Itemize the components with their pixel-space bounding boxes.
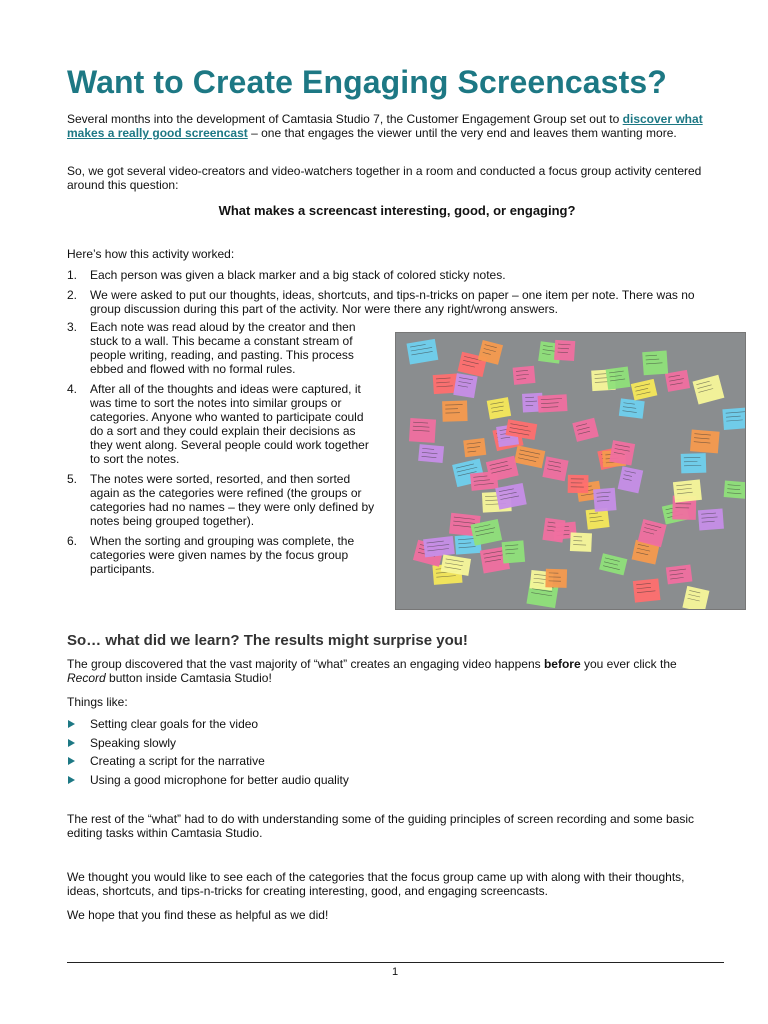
things-item-text: Using a good microphone for better audio quality [90, 772, 349, 787]
things-item [67, 715, 349, 734]
intro-paragraph [67, 112, 712, 140]
things-item-text: Creating a script for the narrative [90, 754, 265, 768]
sticky-note [568, 475, 589, 493]
sticky-note [619, 398, 645, 418]
sticky-note [487, 397, 511, 419]
step-item [67, 534, 377, 576]
focus-question: What makes a screencast interesting, good, or engaging? [218, 203, 576, 218]
step-number: 2. [67, 288, 78, 302]
sticky-note [690, 430, 720, 454]
step-text: The notes were sorted, resorted, and then sorted again as the categories were refined (the groups or categories had no names – they were only defined by notes being grouped together). [90, 472, 375, 528]
results-text-a: The group discovered that the vast majority of “what” creates an engaging video happens [67, 657, 544, 671]
things-item [67, 734, 349, 753]
step-text: When the sorting and grouping was complete, the categories were given names by the focus group participants. [90, 534, 355, 576]
sticky-note [642, 351, 668, 376]
things-item-text: Speaking slowly [90, 735, 177, 750]
sticky-note [442, 400, 467, 421]
rest-paragraph: The rest of the “what” had to do with understanding some of the guiding principles of screen recording and some basic editing tasks within Camtasia Studio. [67, 812, 695, 840]
hope-paragraph: We hope that you find these as helpful as we did! [67, 908, 329, 922]
things-item-text: Setting clear goals for the video [90, 717, 259, 731]
step-number: 5. [67, 472, 78, 486]
sticky-note [593, 488, 616, 512]
sticky-note [542, 456, 568, 481]
sticky-note [513, 366, 536, 385]
step-number: 6. [67, 534, 78, 548]
sticky-note [453, 373, 477, 398]
step-item [67, 472, 377, 528]
page-title: Want to Create Engaging Screencasts? [67, 64, 667, 100]
footer-rule [67, 962, 724, 963]
things-item [67, 752, 349, 771]
sticky-note [418, 444, 444, 463]
sticky-note [542, 518, 565, 543]
step-text: After all of the thoughts and ideas were captured, it was time to sort the notes into similar groups or categories. Anyone who wanted to participate could do a sort and they could explain their decisions as they went along. Several people could work together to sort the notes. [90, 382, 369, 466]
things-item [67, 771, 349, 790]
things-list [67, 715, 349, 789]
steps-list-narrow [67, 320, 377, 576]
sticky-note [423, 536, 455, 557]
results-heading: So… what did we learn? The results might surprise you! [67, 632, 468, 649]
categories-paragraph: We thought you would like to see each of the categories that the focus group came up with along with their thoughts, ideas, shortcuts, and tips-n-tricks for creating interesting, good, and engaging screencasts. [67, 870, 685, 898]
step-number: 3. [67, 320, 78, 334]
sticky-note [633, 578, 661, 602]
step-item [67, 320, 377, 376]
results-text-c: you ever click the [580, 657, 677, 671]
step-number: 4. [67, 382, 78, 396]
sticky-note [698, 509, 724, 531]
sticky-note [665, 370, 690, 392]
sticky-note [609, 440, 635, 465]
triangle-bullet-icon [68, 739, 75, 747]
sticky-note [666, 564, 693, 584]
step-number: 1. [67, 268, 78, 282]
focus-group-paragraph: So, we got several video-creators and video-watchers together in a room and conducted a focus group activity centered around this question: [67, 164, 702, 192]
sticky-note [554, 340, 575, 361]
intro-text-before: Several months into the development of Camtasia Studio 7, the Customer Engagement Group set out to [67, 112, 623, 126]
sticky-notes-photo [395, 332, 746, 610]
sticky-note [538, 394, 568, 412]
step-text: Each note was read aloud by the creator and then stuck to a wall. This became a constant stream of people writing, reading, and pasting. This process ebbed and flowed with no formal rules. [90, 320, 356, 376]
step-item [67, 288, 707, 316]
sticky-note [606, 367, 631, 390]
sticky-notes-wall-image [396, 333, 746, 610]
things-label: Things like: [67, 695, 128, 709]
sticky-note [724, 481, 746, 500]
results-text-e: button inside Camtasia Studio! [105, 671, 272, 685]
triangle-bullet-icon [68, 720, 75, 728]
sticky-note [463, 438, 486, 457]
triangle-bullet-icon [68, 757, 75, 765]
results-text-bold: before [543, 657, 581, 671]
sticky-note [673, 479, 702, 502]
sticky-note [502, 540, 526, 563]
sticky-note [409, 418, 436, 443]
results-paragraph [67, 657, 712, 685]
step-text: Each person was given a black marker and a big stack of colored sticky notes. [90, 268, 506, 282]
sticky-note [722, 407, 746, 430]
page-number: 1 [391, 966, 399, 978]
sticky-note [681, 453, 707, 473]
sticky-note [545, 569, 567, 588]
step-text: We were asked to put our thoughts, ideas, shortcuts, and tips-n-tricks on paper – one item per note. There was no group discussion during this part of the activity. Nor were there any right/wrong answers. [90, 288, 695, 316]
steps-list-wide [67, 268, 707, 316]
triangle-bullet-icon [68, 776, 75, 784]
sticky-note [570, 532, 592, 552]
results-text-italic: Record [67, 671, 106, 685]
howto-label: Here’s how this activity worked: [67, 247, 235, 261]
discover-link[interactable]: discover what makes a really good screencast [67, 112, 703, 140]
step-item [67, 268, 707, 282]
intro-text-after: – one that engages the viewer until the very end and leaves them wanting more. [247, 126, 677, 140]
step-item [67, 382, 377, 466]
